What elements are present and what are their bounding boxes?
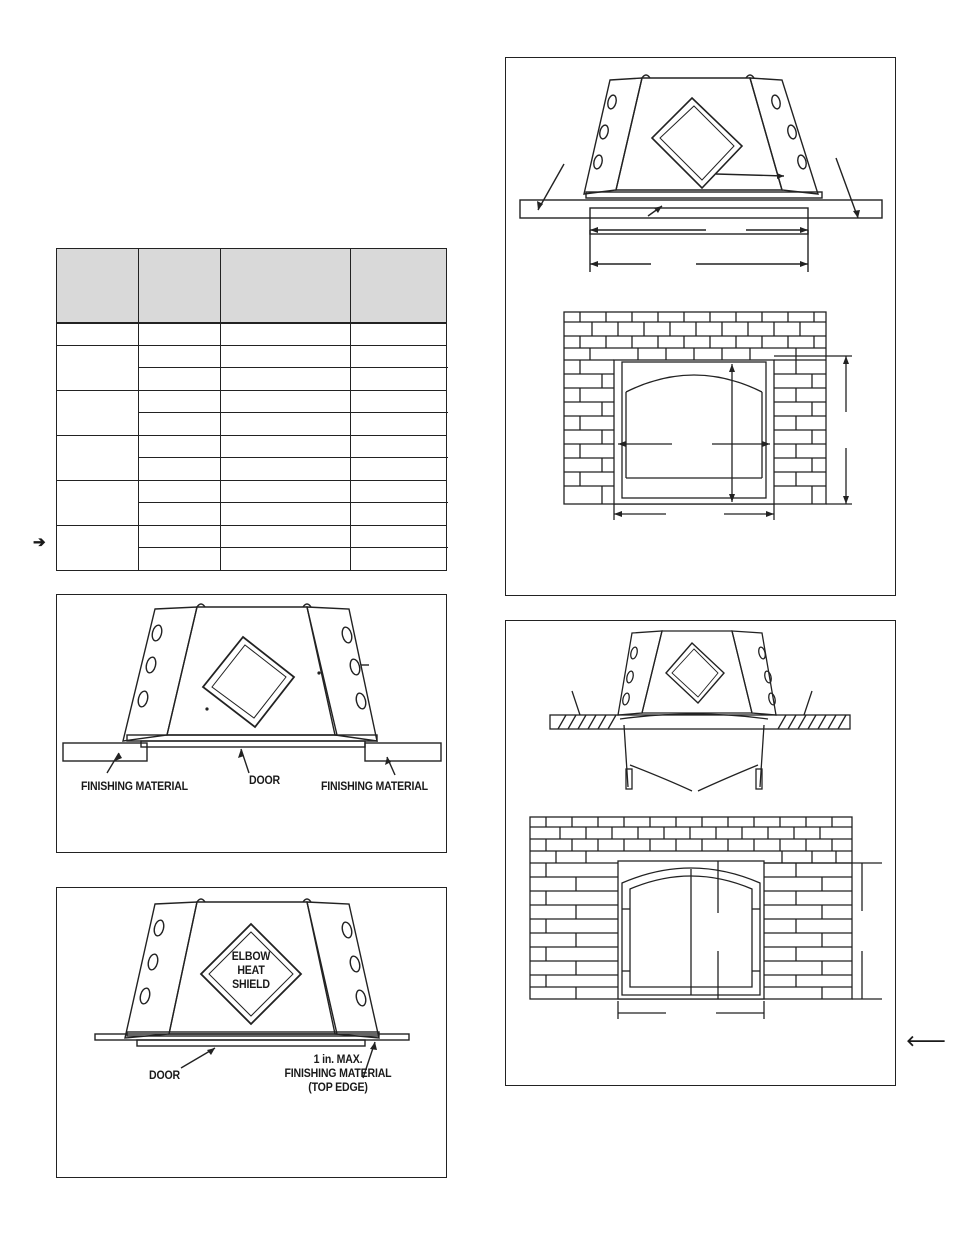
label-heat: HEAT (237, 963, 265, 977)
table-subrow-line (138, 547, 448, 548)
table-subrow-line (138, 412, 448, 413)
table-header (57, 249, 446, 323)
label-finishing-material-right: FINISHING MATERIAL (321, 779, 428, 793)
table-row-line (57, 345, 446, 346)
label-finishing-material-left: FINISHING MATERIAL (81, 779, 188, 793)
table-col-line (350, 249, 351, 570)
specification-table (56, 248, 447, 571)
table-row-line (57, 525, 446, 526)
row-marker-left-arrow-icon: 🡐 (906, 1033, 947, 1050)
row-marker-arrow-icon: ➔ (33, 534, 46, 551)
table-col-line (220, 249, 221, 570)
fireplace-top-view-elbow-drawing (57, 888, 446, 1177)
table-subrow-line (138, 367, 448, 368)
open-door-drawing (506, 621, 895, 1085)
figure-door-opening-view (505, 620, 896, 1086)
figure-door-max-finishing (56, 887, 447, 1178)
table-subrow-line (138, 502, 448, 503)
label-door: DOOR (149, 1068, 180, 1082)
label-max-1: 1 in. MAX. (313, 1052, 363, 1066)
table-subrow-line (138, 457, 448, 458)
label-door: DOOR (249, 773, 280, 787)
table-row-line (57, 480, 446, 481)
label-elbow: ELBOW (231, 949, 271, 963)
opening-dimension-drawing (506, 58, 895, 595)
table-row-line (57, 435, 446, 436)
figure-door-flush (56, 594, 447, 853)
table-col-line (138, 249, 139, 570)
table-row-line (57, 322, 446, 324)
label-max-3: (TOP EDGE) (308, 1080, 368, 1094)
table-row-line (57, 390, 446, 391)
label-shield: SHIELD (232, 977, 270, 991)
fireplace-top-view-drawing (57, 595, 446, 852)
label-max-2: FINISHING MATERIAL (284, 1066, 392, 1080)
figure-opening-dimensions (505, 57, 896, 596)
